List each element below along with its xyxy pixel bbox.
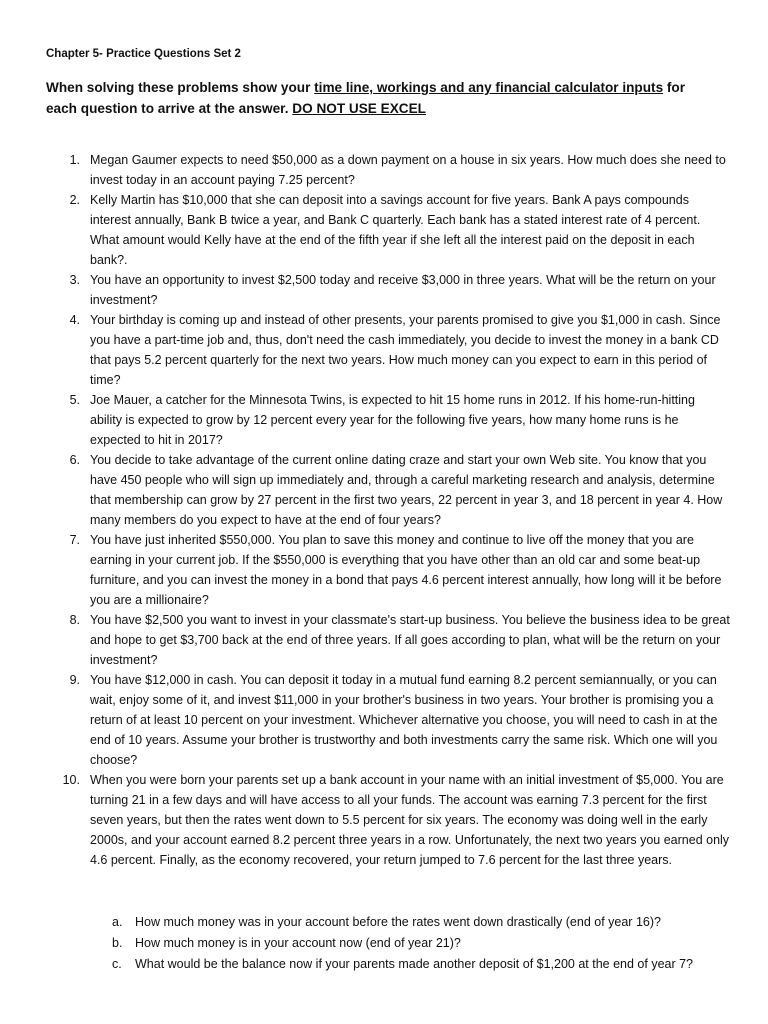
question-number: 9. [69, 673, 80, 687]
instructions [46, 77, 706, 119]
question-text: Your birthday is coming up and instead of other presents, your parents promised to give you $1,000 in cash. Since you have a part-time job and, thus, don't need the cash immediately, you decide to invest the money in a bank CD that pays 5.2 percent quarterly for the next two years. How much money can you expect to earn in this period of time? [90, 313, 721, 387]
subquestion-text: What would be the balance now if your parents made another deposit of $1,200 at the end of year 7? [135, 957, 694, 971]
question-item [0, 190, 768, 270]
question-text: When you were born your parents set up a bank account in your name with an initial investment of $5,000. You are turning 21 in a few days and will have access to all your funds. The account was earning 7.3 percent for the first seven years, but then the rates went down to 5.5 percent for six years. The economy was doing well in the early 2000s, and your account earned 8.2 percent three years in a row. Unfortunately, the next two years you earned only 4.6 percent. Finally, as the economy recovered, your return jumped to 7.6 percent for the last three years. [90, 773, 730, 867]
question-item [0, 670, 768, 770]
question-item [0, 530, 768, 610]
instructions-underlined-1: time line, workings and any financial calculator inputs [314, 80, 664, 95]
question-item [0, 450, 768, 530]
question-item [0, 150, 768, 190]
subquestion-item [0, 954, 768, 975]
chapter-title: Chapter 5- Practice Questions Set 2 [46, 48, 241, 60]
question-number: 2. [69, 193, 80, 207]
subquestion-text: How much money was in your account before the rates went down drastically (end of year 16)? [135, 915, 661, 929]
subquestion-letter: c. [112, 957, 122, 971]
question-number: 1. [69, 153, 80, 167]
subquestion-list [0, 912, 768, 975]
instructions-warning: DO NOT USE EXCEL [292, 101, 426, 116]
question-number: 6. [69, 453, 80, 467]
question-text: Megan Gaumer expects to need $50,000 as a down payment on a house in six years. How much does she need to invest today in an account paying 7.25 percent? [90, 153, 726, 187]
question-text: You decide to take advantage of the current online dating craze and start your own Web site. You know that you have 450 people who will sign up immediately and, through a careful marketing research and analysis, determine that membership can grow by 27 percent in the first two years, 22 percent in year 3, and 18 percent in year 4. How many members do you expect to have at the end of four years? [90, 453, 723, 527]
subquestion-letter: b. [112, 936, 123, 950]
question-text: You have $12,000 in cash. You can deposit it today in a mutual fund earning 8.2 percent semiannually, or you can wait, enjoy some of it, and invest $11,000 in your brother's business in two years. Your brother is promising you a return of at least 10 percent on your investment. Whichever alternative you choose, you will need to cash in at the end of 10 years. Assume your brother is trustworthy and both investments carry the same risk. Which one will you choose? [90, 673, 718, 767]
question-list [0, 150, 768, 870]
question-text: Kelly Martin has $10,000 that she can deposit into a savings account for five years. Bank A pays compounds interest annually, Bank B twice a year, and Bank C quarterly. Each bank has a stated interest rate of 4 percent. What amount would Kelly have at the end of the fifth year if she left all the interest paid on the deposit in each bank?. [90, 193, 701, 267]
question-text: You have just inherited $550,000. You plan to save this money and continue to live off the money that you are earning in your current job. If the $550,000 is everything that you have other than an old car and some beat-up furniture, and you can invest the money in a bond that pays 4.6 percent interest annually, how long will it be before you are a millionaire? [90, 533, 722, 607]
subquestion-item [0, 912, 768, 933]
question-item [0, 770, 768, 870]
question-number: 10. [62, 773, 80, 787]
question-text: You have $2,500 you want to invest in your classmate's start-up business. You believe the business idea to be great and hope to get $3,700 back at the end of three years. If all goes according to plan, what will be the return on your investment? [90, 613, 730, 667]
question-item [0, 390, 768, 450]
question-number: 4. [69, 313, 80, 327]
question-item [0, 610, 768, 670]
question-number: 3. [69, 273, 80, 287]
question-text: Joe Mauer, a catcher for the Minnesota Twins, is expected to hit 15 home runs in 2012. If his home-run-hitting ability is expected to grow by 12 percent every year for the following five years, how many home runs is he expected to hit in 2017? [90, 393, 695, 447]
subquestion-letter: a. [112, 915, 123, 929]
question-number: 7. [69, 533, 80, 547]
question-text: You have an opportunity to invest $2,500 today and receive $3,000 in three years. What will be the return on your investment? [90, 273, 716, 307]
instructions-text-2: for each question to arrive at the answer. [46, 80, 686, 116]
subquestion-item [0, 933, 768, 954]
question-number: 8. [69, 613, 80, 627]
question-number: 5. [69, 393, 80, 407]
instructions-text-1: When solving these problems show your [46, 80, 315, 95]
question-item [0, 270, 768, 310]
question-item [0, 310, 768, 390]
subquestion-text: How much money is in your account now (end of year 21)? [135, 936, 461, 950]
